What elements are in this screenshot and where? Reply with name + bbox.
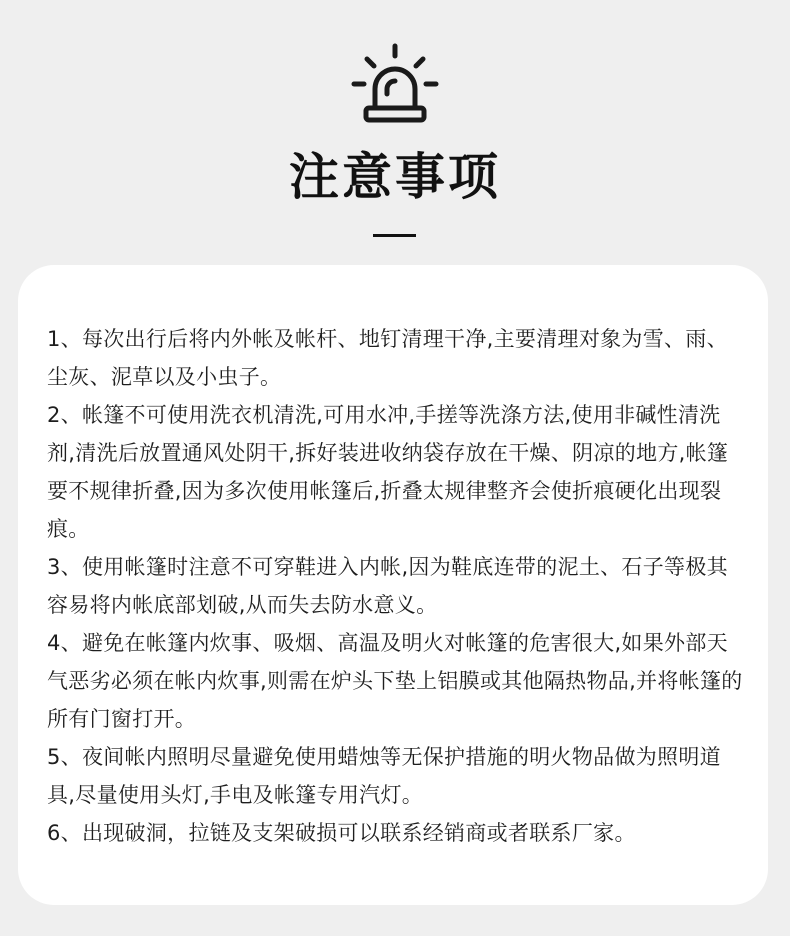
- note-item: 3、使用帐篷时注意不可穿鞋进入内帐,因为鞋底连带的泥土、石子等极其容易将内帐底部划破,从而失去防水意义。: [47, 555, 728, 617]
- note-item: 1、每次出行后将内外帐及帐杆、地钉清理干净,主要清理对象为雪、雨、尘灰、泥草以及小虫子。: [47, 327, 728, 389]
- note-item: 6、出现破洞，拉链及支架破损可以联系经销商或者联系厂家。: [47, 821, 636, 845]
- note-item: 4、避免在帐篷内炊事、吸烟、高温及明火对帐篷的危害很大,如果外部天气恶劣必须在帐内炊事,则需在炉头下垫上铝膜或其他隔热物品,并将帐篷的所有门窗打开。: [47, 631, 743, 731]
- alarm-light-icon: [350, 42, 440, 124]
- page-title: 注意事项: [289, 148, 501, 206]
- title-underline: [373, 234, 416, 237]
- note-item: 2、帐篷不可使用洗衣机清洗,可用水冲,手搓等洗涤方法,使用非碱性清洗剂,清洗后放置通风处阴干,拆好装进收纳袋存放在干燥、阴凉的地方,帐篷要不规律折叠,因为多次使用帐篷后,折叠太规律整齐会使折痕硬化出现裂痕。: [47, 403, 729, 541]
- notes-list: [47, 320, 747, 852]
- note-item: 5、夜间帐内照明尽量避免使用蜡烛等无保护措施的明火物品做为照明道具,尽量使用头灯,手电及帐篷专用汽灯。: [47, 745, 721, 807]
